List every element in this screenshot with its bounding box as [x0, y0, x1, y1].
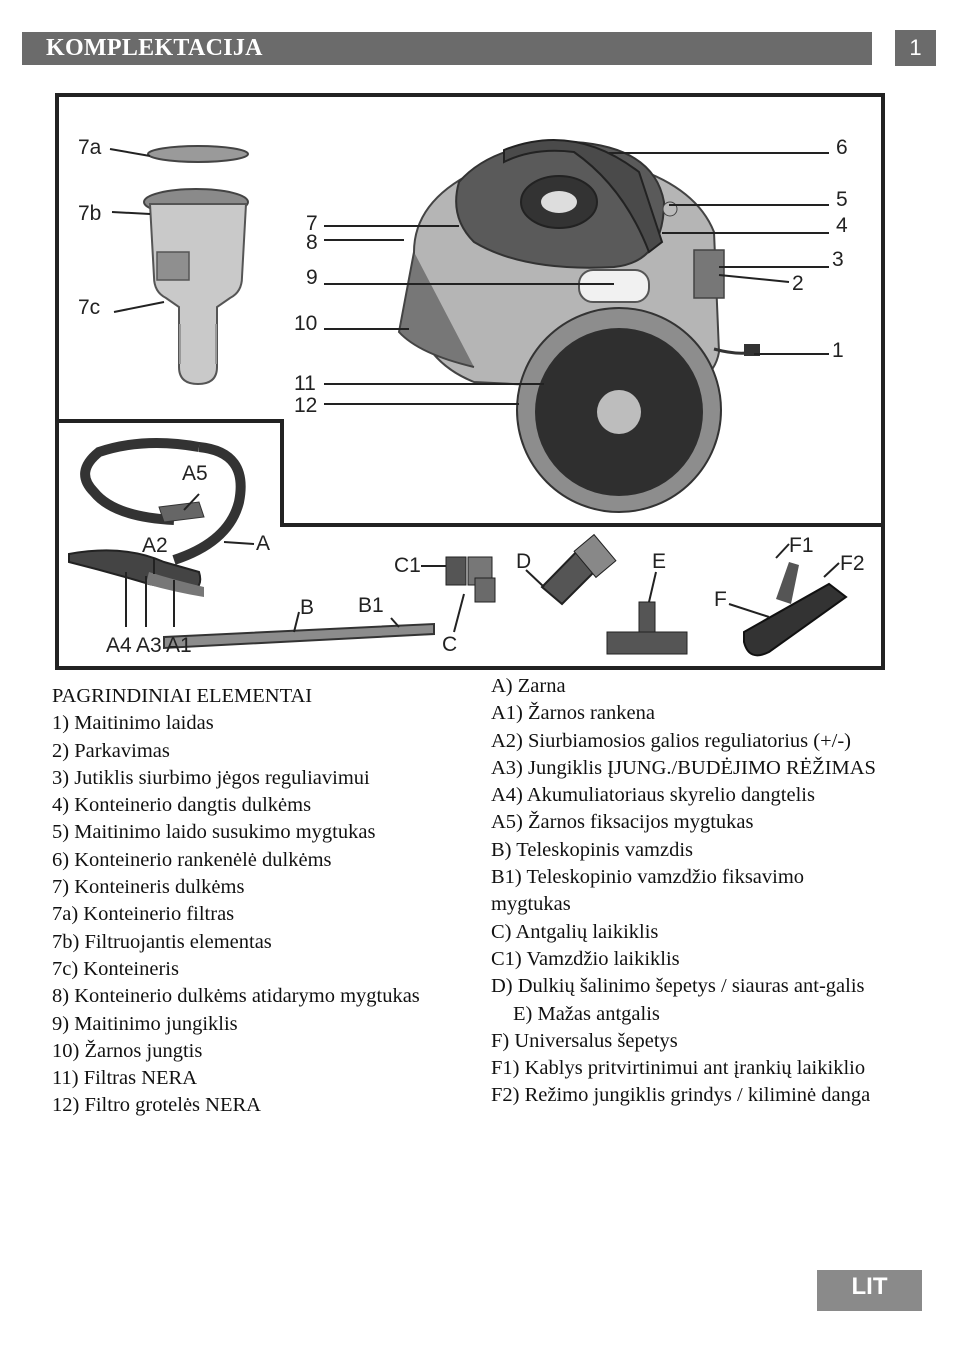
nozzle-holder-illustration — [446, 557, 495, 602]
label-D: D — [516, 550, 532, 573]
dust-container-illustration — [144, 146, 248, 384]
main-elements-heading: PAGRINDINIAI ELEMENTAI — [52, 685, 313, 707]
label-12: 12 — [294, 394, 318, 417]
label-A1: A1 — [166, 634, 192, 657]
label-2: 2 — [792, 272, 804, 295]
page-number: 1 — [895, 30, 936, 66]
label-7a: 7a — [78, 136, 102, 159]
list-item: A4) Akumuliatoriaus skyrelio dangtelis — [491, 784, 815, 807]
label-6: 6 — [836, 136, 848, 159]
label-11: 11 — [294, 372, 316, 395]
list-item: A2) Siurbiamosios galios reguliatorius (+/-) — [491, 729, 852, 752]
list-item: 7a) Konteinerio filtras — [52, 903, 235, 926]
label-F1: F1 — [789, 534, 814, 557]
label-9: 9 — [306, 266, 318, 289]
list-item: A3) Jungiklis ĮJUNG./BUDĖJIMO RĖŽIMAS — [491, 756, 876, 779]
label-4: 4 — [836, 214, 848, 237]
label-8: 8 — [306, 231, 318, 254]
list-item: 12) Filtro grotelės NERA — [52, 1094, 261, 1117]
label-B1: B1 — [358, 594, 384, 617]
label-5: 5 — [836, 188, 848, 211]
list-item: A1) Žarnos rankena — [491, 702, 655, 725]
label-A2: A2 — [142, 534, 168, 557]
list-item: 5) Maitinimo laido susukimo mygtukas — [52, 821, 376, 844]
list-item: A) Zarna — [491, 675, 566, 697]
section-title: KOMPLEKTACIJA — [46, 35, 263, 61]
label-A3: A3 — [136, 634, 162, 657]
crevice-tool-illustration — [542, 535, 616, 604]
list-item: C1) Vamzdžio laikiklis — [491, 947, 680, 970]
accessories-list — [491, 673, 886, 1110]
list-item: 4) Konteinerio dangtis dulkėms — [52, 794, 312, 817]
label-10: 10 — [294, 312, 318, 335]
list-item: 8) Konteinerio dulkėms atidarymo mygtukas — [52, 985, 420, 1008]
label-3: 3 — [832, 248, 844, 271]
label-F2: F2 — [840, 552, 865, 575]
vacuum-body-illustration — [399, 140, 760, 512]
list-item: 7) Konteineris dulkėms — [52, 876, 245, 899]
list-item: C) Antgalių laikiklis — [491, 920, 659, 943]
label-F: F — [714, 588, 727, 611]
label-1: 1 — [832, 339, 844, 362]
label-C: C — [442, 633, 458, 656]
label-A4: A4 — [106, 634, 132, 657]
tube-illustration — [164, 624, 434, 648]
list-item: D) Dulkių šalinimo šepetys / siauras ant-galis — [491, 975, 865, 998]
small-nozzle-illustration — [607, 602, 687, 654]
list-item: 2) Parkavimas — [52, 739, 170, 762]
label-A5: A5 — [182, 462, 208, 485]
list-item: 1) Maitinimo laidas — [52, 712, 214, 735]
list-item: B1) Teleskopinio vamzdžio fiksavimo mygtukas — [491, 866, 805, 916]
floor-brush-illustration — [744, 562, 846, 655]
label-B: B — [300, 596, 315, 619]
section-header-bar — [22, 32, 872, 65]
label-E: E — [652, 550, 667, 573]
label-7: 7 — [306, 212, 318, 235]
list-item: E) Mažas antgalis — [513, 1002, 660, 1025]
list-item: B) Teleskopinis vamzdis — [491, 838, 694, 861]
product-diagram — [54, 92, 886, 672]
list-item: 7c) Konteineris — [52, 957, 179, 980]
label-A: A — [256, 532, 271, 555]
list-item: F) Universalus šepetys — [491, 1029, 678, 1052]
list-item: 7b) Filtruojantis elementas — [52, 930, 272, 953]
language-badge: LIT — [817, 1270, 922, 1311]
list-item: 11) Filtras NERA — [52, 1067, 198, 1090]
list-item: 6) Konteinerio rankenėlė dulkėms — [52, 848, 332, 871]
list-item: F1) Kablys pritvirtinimui ant įrankių laikiklio — [491, 1057, 866, 1080]
list-item: 3) Jutiklis siurbimo jėgos reguliavimui — [52, 766, 370, 789]
main-elements-list — [52, 683, 472, 1120]
label-7b: 7b — [78, 202, 102, 225]
list-item: F2) Režimo jungiklis grindys / kiliminė danga — [491, 1084, 871, 1107]
list-item: 10) Žarnos jungtis — [52, 1039, 203, 1062]
list-item: 9) Maitinimo jungiklis — [52, 1012, 238, 1035]
label-7c: 7c — [78, 296, 101, 319]
label-C1: C1 — [394, 554, 421, 577]
list-item: A5) Žarnos fiksacijos mygtukas — [491, 811, 754, 834]
